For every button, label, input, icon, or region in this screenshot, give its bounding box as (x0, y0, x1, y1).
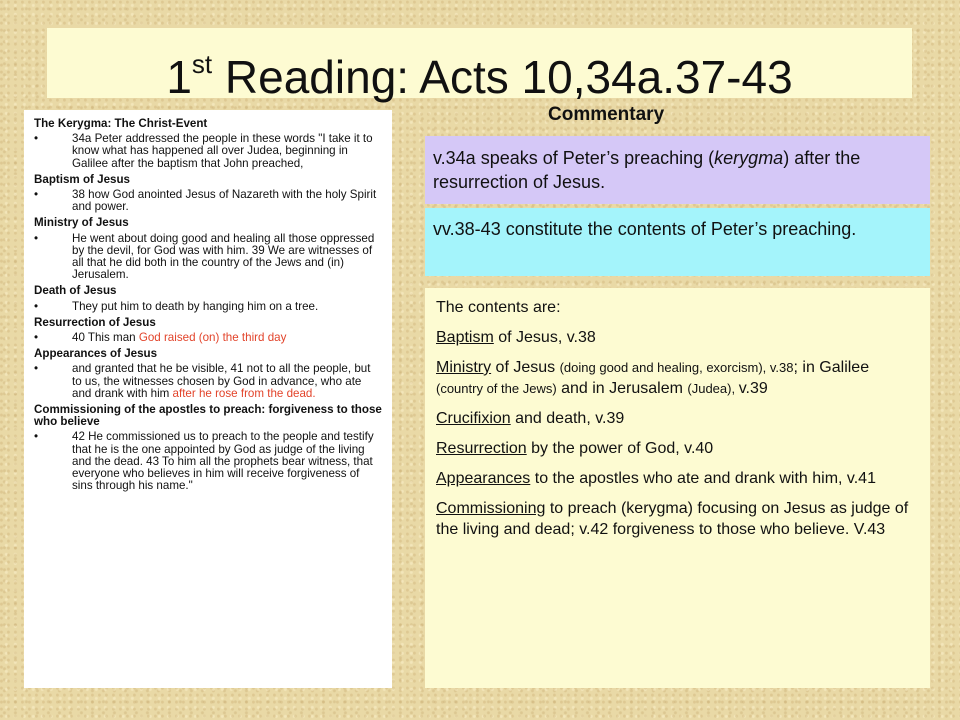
ministry-detail-7: v.39 (738, 380, 768, 397)
bullet-icon: • (34, 331, 39, 345)
baptism-item (34, 189, 382, 213)
contents-intro (436, 297, 920, 318)
appearances-detail: to the apostles who ate and drank with him, v.41 (530, 470, 876, 487)
death-item (34, 301, 382, 313)
commissioning-detail: to preach (kerygma) focusing on Jesus as judge of the living and dead; v.42 forgiveness to those who believe. V.43 (436, 500, 909, 538)
intro-tail: are: (528, 299, 561, 316)
kerygma-commentary-text: v.34a speaks of Peter’s preaching ( (433, 148, 715, 168)
resurrection-highlight: God raised (on) the third day (138, 331, 287, 345)
appearances-term: Appearances (436, 470, 531, 487)
intro-contents-word: contents (468, 299, 529, 316)
title-superscript: st (191, 49, 213, 79)
resurrection-term: Resurrection (436, 440, 527, 457)
ministry-detail-6: (Judea), (687, 381, 739, 396)
baptism-heading: Baptism of Jesus (34, 172, 130, 186)
ministry-heading: Ministry of Jesus (34, 216, 129, 230)
intro-text: The (436, 299, 469, 316)
contents-resurrection (436, 438, 920, 459)
kerygma-heading: The Kerygma: The Christ-Event (34, 117, 208, 130)
ministry-text: He went about doing good and healing all those oppressed by the devil, for God was with him. 39 We are witnesses of all that he did both in the country of the Jews and (in) Jerusalem. (72, 231, 375, 282)
crucifixion-detail: and death, v.39 (510, 410, 625, 427)
kerygma-commentary-tail: ) after the resurrection of Jesus. (433, 148, 861, 192)
ministry-detail-3: ; in Galilee (793, 359, 870, 376)
crucifixion-term: Crucifixion (436, 410, 511, 427)
commissioning-text: 42 He commissioned us to preach to the people and testify that he is the one appointed by God as judge of the living and the dead. 43 To him all the prophets bear witness, that everyone who believes in him will receive forgiveness of sins through his name." (72, 430, 374, 493)
appearances-heading: Appearances of Jesus (34, 347, 158, 361)
kerygma-text: 34a Peter addressed the people in these words "I take it to know what has happened all over Judea, beginning in Galilee after the baptism that John preached, (72, 132, 373, 170)
resurrection-item (34, 332, 382, 344)
commissioning-item (34, 431, 382, 492)
resurrection-text: 40 This man (72, 331, 139, 345)
kerygma-term: kerygma (714, 148, 784, 168)
contents-appearances (436, 468, 920, 489)
commissioning-term: Commissioning (436, 500, 546, 517)
appearances-text: and granted that he be visible, 41 not to all the people, but to us, the witnesses chosen by God in advance, who ate and drank with him (72, 362, 371, 400)
bullet-icon: • (34, 188, 39, 202)
resurrection-detail: by the power of God, v.40 (526, 440, 714, 457)
contents-ministry (436, 357, 920, 399)
appearances-highlight: after he rose from the dead. (172, 386, 316, 400)
kerygma-commentary-box (425, 136, 930, 204)
contents-crucifixion (436, 408, 920, 429)
bullet-icon: • (34, 362, 39, 376)
ministry-detail-5: and in Jerusalem (556, 380, 688, 397)
bullet-icon: • (34, 132, 39, 146)
scripture-text-panel (24, 110, 392, 688)
baptism-detail: of Jesus, v.38 (493, 329, 596, 346)
ministry-item (34, 233, 382, 282)
bullet-icon: • (34, 231, 39, 245)
commentary-label: Commentary (548, 104, 665, 125)
ministry-detail-1: of Jesus (491, 359, 560, 376)
contents-commissioning (436, 498, 920, 540)
ministry-detail-2: (doing good and healing, exorcism), v.38 (559, 360, 794, 375)
contents-commentary-box: vv.38-43 constitute the contents of Peter’s preaching. (425, 208, 930, 276)
resurrection-heading: Resurrection of Jesus (34, 315, 156, 329)
slide-title (47, 28, 912, 103)
title-text: Reading: Acts 10,34a.37-43 (212, 51, 793, 103)
death-heading: Death of Jesus (34, 284, 117, 298)
title-number: 1 (166, 51, 192, 103)
bullet-icon: • (34, 299, 39, 313)
appearances-item (34, 363, 382, 400)
death-text: They put him to death by hanging him on a tree. (72, 299, 319, 313)
contents-list-box (425, 288, 930, 688)
title-bar (47, 28, 912, 103)
baptism-text: 38 how God anointed Jesus of Nazareth with the holy Spirit and power. (72, 188, 377, 214)
contents-baptism (436, 327, 920, 348)
commissioning-heading: Commissioning of the apostles to preach: forgiveness to those who believe (34, 403, 382, 429)
baptism-term: Baptism (436, 329, 494, 346)
bullet-icon: • (34, 430, 39, 444)
ministry-term: Ministry (436, 359, 492, 376)
kerygma-item (34, 133, 382, 170)
ministry-detail-4: (country of the Jews) (436, 381, 557, 396)
